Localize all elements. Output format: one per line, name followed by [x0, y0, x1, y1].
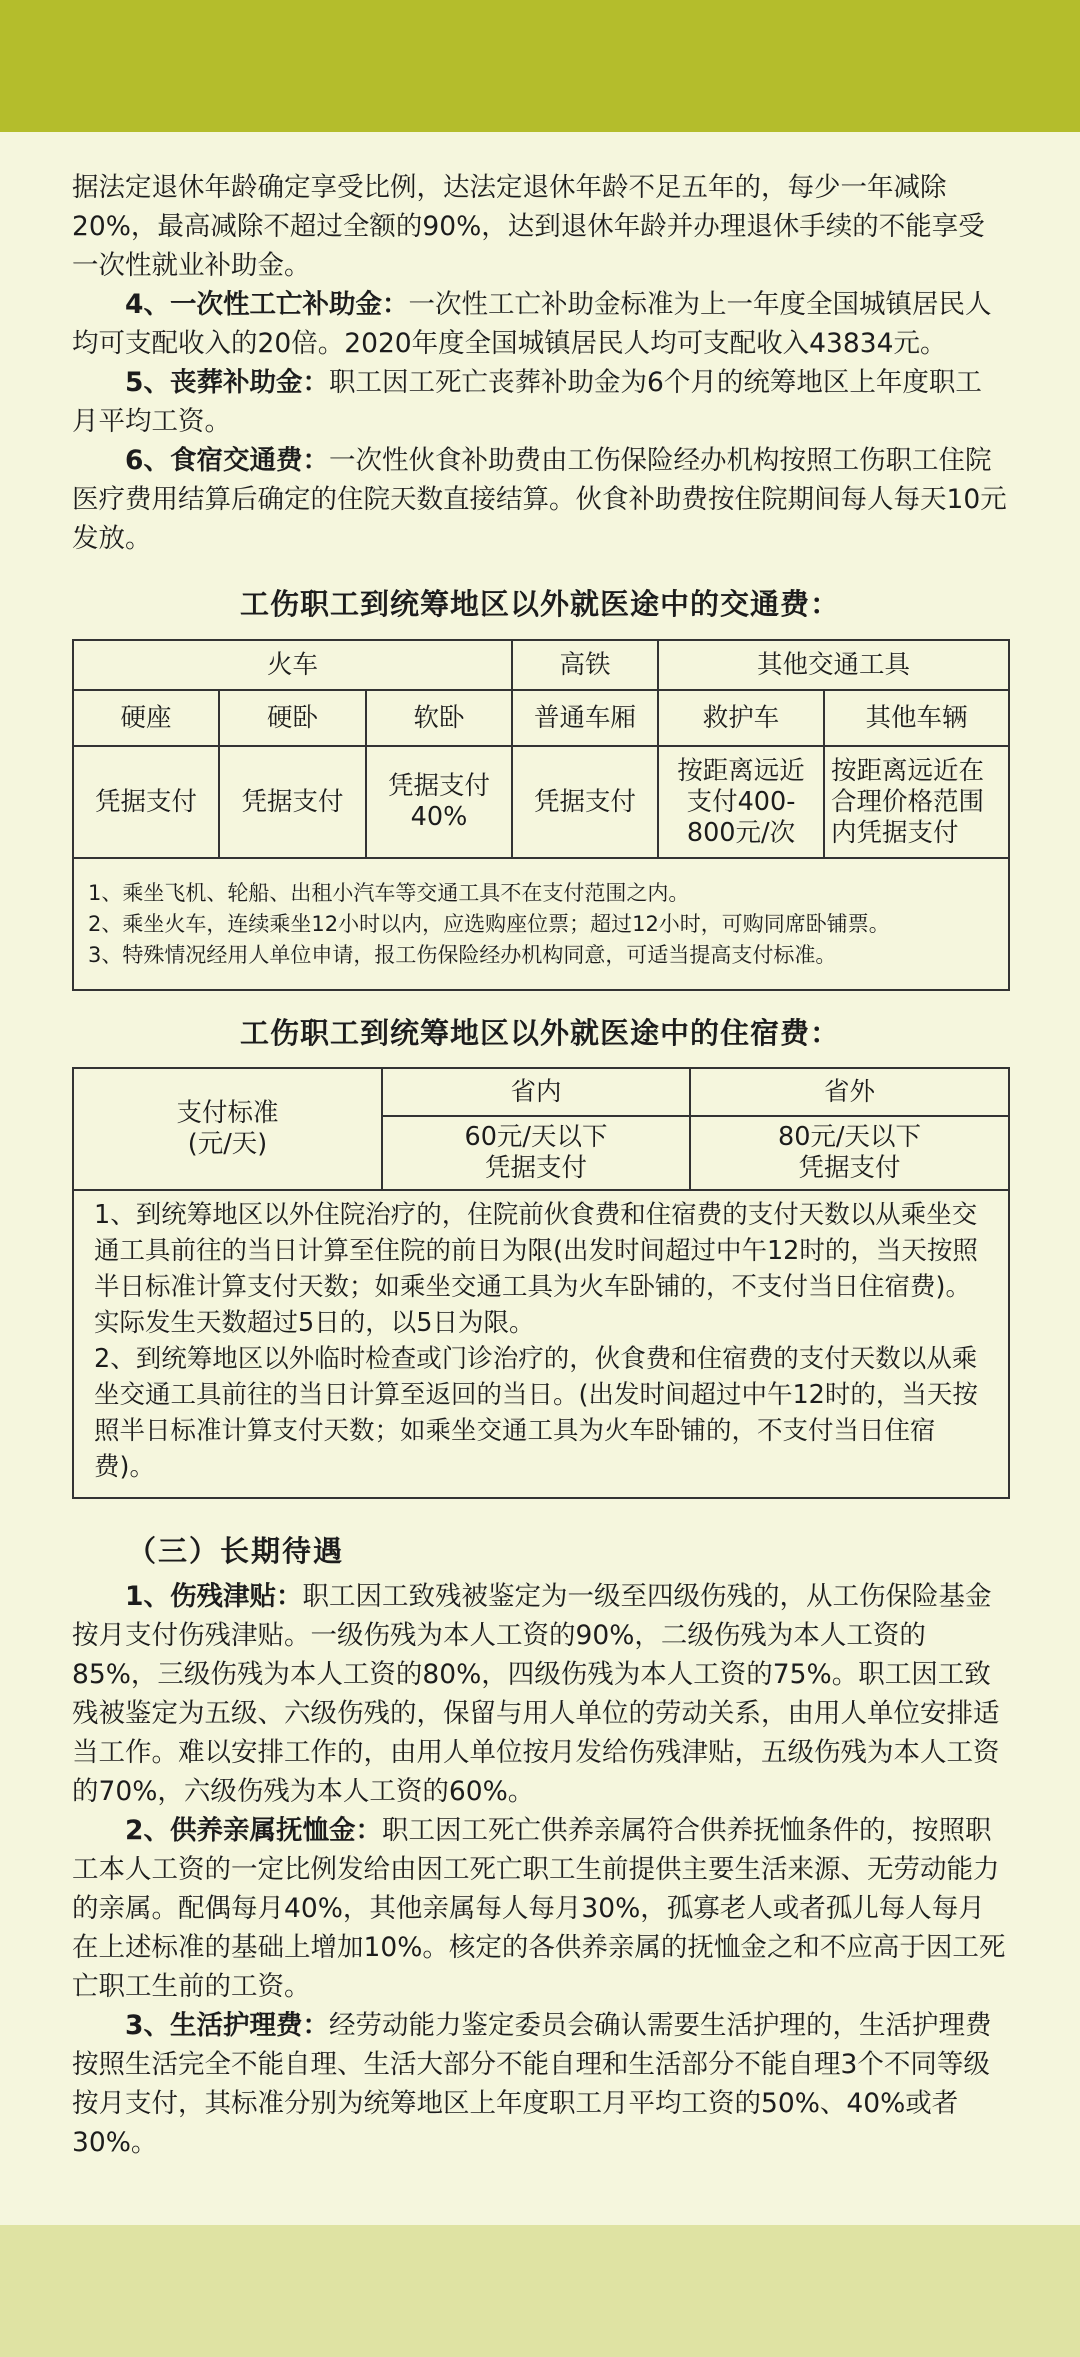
value-soft-sleeper: 凭据支付40%: [366, 746, 512, 858]
transport-fee-table: [72, 639, 1010, 991]
value-hard-seat: 凭据支付: [73, 746, 219, 858]
lodging-note-2: 2、到统筹地区以外临时检查或门诊治疗的，伙食费和住宿费的支付天数以从乘坐交通工具前往的当日计算至返回的当日。(出发时间超过中午12时的，当天按照半日标准计算支付天数；如乘坐交通工具为火车卧铺的，不支付当日住宿费)。: [94, 1344, 978, 1482]
value-ambulance: 按距离远近支付400-800元/次: [658, 746, 824, 858]
item-6-paragraph: [72, 441, 1008, 558]
lodging-note-1: 1、到统筹地区以外住院治疗的，住院前伙食费和住宿费的支付天数以从乘坐交通工具前往的当日计算至住院的前日为限(出发时间超过中午12时的，当天按照半日标准计算支付天数；如乘坐交通工具为火车卧铺的，不支付当日住宿费)。实际发生天数超过5日的，以5日为限。: [94, 1200, 978, 1338]
item-4-paragraph: [72, 285, 1008, 363]
header-in-province: 省内: [382, 1068, 690, 1116]
item-6-label: 6、食宿交通费：: [125, 445, 329, 476]
value-hsr-normal-car: 凭据支付: [512, 746, 658, 858]
subheader-hsr-normal-car: 普通车厢: [512, 690, 658, 746]
transport-note-3: 3、特殊情况经用人单位申请，报工伤保险经办机构同意，可适当提高支付标准。: [88, 942, 837, 967]
lodging-notes: [73, 1190, 1009, 1498]
item-5-paragraph: [72, 363, 1008, 441]
subheader-hard-seat: 硬座: [73, 690, 219, 746]
long-term-item-1: [72, 1577, 1008, 1811]
long-term-item-1-label: 1、伤残津贴：: [125, 1581, 303, 1612]
value-out-province: 80元/天以下 凭据支付: [690, 1116, 1009, 1190]
long-term-item-2: [72, 1811, 1008, 2006]
subheader-ambulance: 救护车: [658, 690, 824, 746]
long-term-item-3-label: 3、生活护理费：: [125, 2010, 329, 2041]
value-hard-sleeper: 凭据支付: [219, 746, 366, 858]
header-train: 火车: [73, 640, 512, 690]
long-term-item-3-text: 经劳动能力鉴定委员会确认需要生活护理的，生活护理费按照生活完全不能自理、生活大部分不能自理和生活部分不能自理3个不同等级按月支付，其标准分别为统筹地区上年度职工月平均工资的50%、40%或者30%。: [72, 2010, 992, 2158]
transport-table-title: 工伤职工到统筹地区以外就医途中的交通费：: [239, 587, 840, 621]
transport-notes: [73, 858, 1009, 990]
page-content: [72, 168, 1008, 2162]
value-in-province: 60元/天以下 凭据支付: [382, 1116, 690, 1190]
value-other-vehicle: 按距离远近在合理价格范围内凭据支付: [824, 746, 1009, 858]
transport-note-1: 1、乘坐飞机、轮船、出租小汽车等交通工具不在支付范围之内。: [88, 880, 690, 905]
subheader-soft-sleeper: 软卧: [366, 690, 512, 746]
subheader-other-vehicle: 其他车辆: [824, 690, 1009, 746]
item-6-text: 一次性伙食补助费由工伤保险经办机构按照工伤职工住院医疗费用结算后确定的住院天数直接结算。伙食补助费按住院期间每人每天10元发放。: [72, 445, 1007, 554]
item-4-label: 4、一次性工亡补助金：: [125, 289, 409, 320]
header-high-speed-rail: 高铁: [512, 640, 658, 690]
long-term-item-1-text: 职工因工致残被鉴定为一级至四级伤残的，从工伤保险基金按月支付伤残津贴。一级伤残为本人工资的90%，二级伤残为本人工资的85%，三级伤残为本人工资的80%，四级伤残为本人工资的75%。职工因工致残被鉴定为五级、六级伤残的，保留与用人单位的劳动关系，由用人单位安排适当工作。难以安排工作的，由用人单位按月发给伤残津贴，五级伤残为本人工资的70%，六级伤残为本人工资的60%。: [72, 1581, 1000, 1807]
header-other-transport: 其他交通工具: [658, 640, 1009, 690]
long-term-item-2-label: 2、供养亲属抚恤金：: [125, 1815, 382, 1846]
transport-note-2: 2、乘坐火车，连续乘坐12小时以内，应选购座位票；超过12小时，可购同席卧铺票。: [88, 911, 890, 936]
bottom-color-band: [0, 2225, 1080, 2357]
subheader-hard-sleeper: 硬卧: [219, 690, 366, 746]
intro-paragraph: 据法定退休年龄确定享受比例，达法定退休年龄不足五年的，每少一年减除20%，最高减除不超过全额的90%，达到退休年龄并办理退休手续的不能享受一次性就业补助金。: [72, 172, 985, 281]
header-out-province: 省外: [690, 1068, 1009, 1116]
long-term-item-3: [72, 2006, 1008, 2162]
section-heading-long-term: （三）长期待遇: [127, 1534, 345, 1568]
long-term-item-2-text: 职工因工死亡供养亲属符合供养抚恤条件的，按照职工本人工资的一定比例发给由因工死亡职工生前提供主要生活来源、无劳动能力的亲属。配偶每月40%，其他亲属每人每月30%，孤寡老人或者孤儿每人每月在上述标准的基础上增加10%。核定的各供养亲属的抚恤金之和不应高于因工死亡职工生前的工资。: [72, 1815, 1006, 2002]
item-5-text: 职工因工死亡丧葬补助金为6个月的统筹地区上年度职工月平均工资。: [72, 367, 982, 437]
lodging-table-title: 工伤职工到统筹地区以外就医途中的住宿费：: [239, 1016, 840, 1050]
item-4-text: 一次性工亡补助金标准为上一年度全国城镇居民人均可支配收入的20倍。2020年度全国城镇居民人均可支配收入43834元。: [72, 289, 992, 359]
top-color-band: [0, 0, 1080, 132]
payment-standard-label: 支付标准 (元/天): [73, 1068, 382, 1190]
lodging-fee-table: [72, 1067, 1010, 1499]
item-5-label: 5、丧葬补助金：: [125, 367, 329, 398]
